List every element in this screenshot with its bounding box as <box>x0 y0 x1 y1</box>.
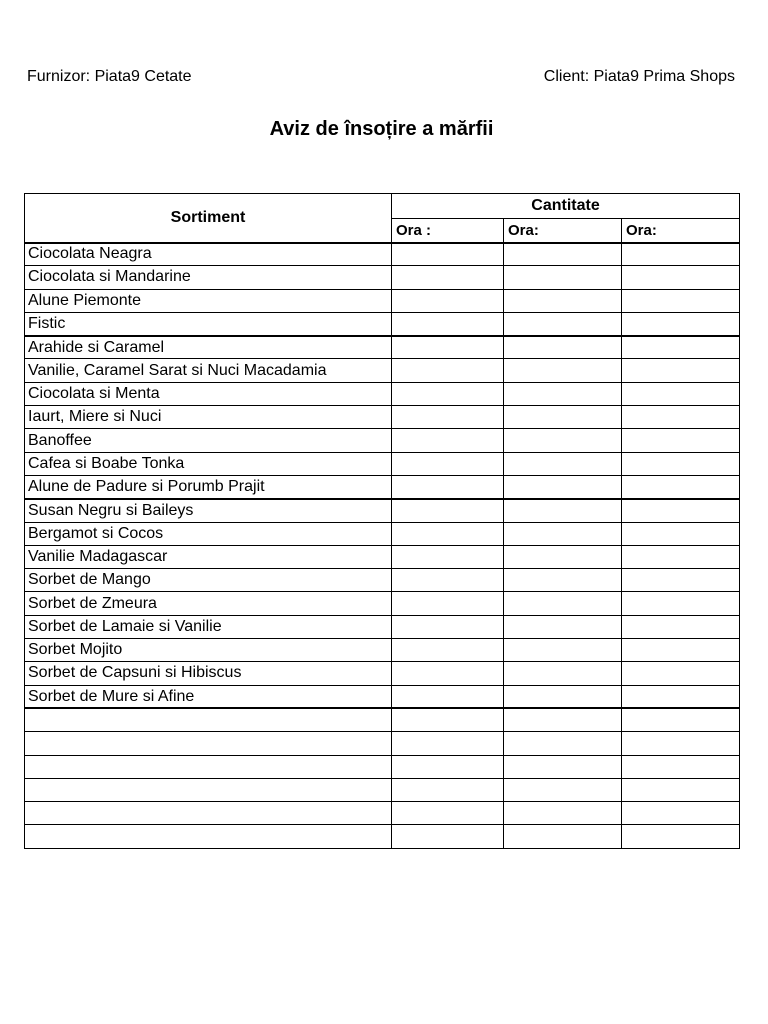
quantity-cell-1[interactable] <box>392 266 504 289</box>
quantity-cell-2[interactable] <box>504 452 622 475</box>
quantity-cell-1[interactable] <box>392 406 504 429</box>
column-header-time-2: Ora: <box>504 218 622 243</box>
quantity-cell-3[interactable] <box>622 243 740 266</box>
product-name-cell: Iaurt, Miere si Nuci <box>25 406 392 429</box>
quantity-cell-2[interactable] <box>504 755 622 778</box>
quantity-cell-1[interactable] <box>392 522 504 545</box>
quantity-cell-1[interactable] <box>392 662 504 685</box>
quantity-cell-1[interactable] <box>392 708 504 731</box>
product-name-cell: Vanilie, Caramel Sarat si Nuci Macadamia <box>25 359 392 382</box>
product-name-cell <box>25 802 392 825</box>
quantity-cell-2[interactable] <box>504 406 622 429</box>
quantity-cell-2[interactable] <box>504 732 622 755</box>
quantity-cell-2[interactable] <box>504 545 622 568</box>
quantity-cell-2[interactable] <box>504 382 622 405</box>
quantity-cell-2[interactable] <box>504 359 622 382</box>
quantity-cell-3[interactable] <box>622 685 740 708</box>
quantity-cell-3[interactable] <box>622 359 740 382</box>
product-name-cell <box>25 732 392 755</box>
product-name-cell: Banoffee <box>25 429 392 452</box>
table-row <box>25 708 740 731</box>
product-name-cell: Ciocolata si Menta <box>25 382 392 405</box>
quantity-cell-2[interactable] <box>504 336 622 359</box>
table-row <box>25 266 740 289</box>
quantity-cell-1[interactable] <box>392 639 504 662</box>
table-row <box>25 336 740 359</box>
quantity-cell-3[interactable] <box>622 755 740 778</box>
column-header-product: Sortiment <box>25 194 392 243</box>
product-name-cell <box>25 755 392 778</box>
quantity-cell-2[interactable] <box>504 429 622 452</box>
product-name-cell: Ciocolata si Mandarine <box>25 266 392 289</box>
quantity-cell-1[interactable] <box>392 475 504 498</box>
quantity-cell-3[interactable] <box>622 708 740 731</box>
table-row <box>25 685 740 708</box>
table-body <box>25 243 740 849</box>
quantity-cell-2[interactable] <box>504 312 622 335</box>
product-name-cell: Sorbet de Zmeura <box>25 592 392 615</box>
quantity-cell-3[interactable] <box>622 499 740 522</box>
product-name-cell: Fistic <box>25 312 392 335</box>
product-name-cell: Alune Piemonte <box>25 289 392 312</box>
table-row <box>25 429 740 452</box>
table-row <box>25 475 740 498</box>
product-name-cell <box>25 778 392 801</box>
quantity-cell-1[interactable] <box>392 289 504 312</box>
product-name-cell: Sorbet de Lamaie si Vanilie <box>25 615 392 638</box>
product-name-cell: Sorbet de Mure si Afine <box>25 685 392 708</box>
quantity-cell-3[interactable] <box>622 615 740 638</box>
quantity-cell-3[interactable] <box>622 802 740 825</box>
table-row <box>25 522 740 545</box>
quantity-cell-3[interactable] <box>622 382 740 405</box>
quantity-cell-2[interactable] <box>504 569 622 592</box>
quantity-cell-3[interactable] <box>622 312 740 335</box>
table-row <box>25 802 740 825</box>
table-row <box>25 289 740 312</box>
column-header-time-3: Ora: <box>622 218 740 243</box>
table-row <box>25 755 740 778</box>
table-row <box>25 545 740 568</box>
table-row <box>25 312 740 335</box>
quantity-cell-2[interactable] <box>504 662 622 685</box>
table-row <box>25 639 740 662</box>
quantity-cell-1[interactable] <box>392 499 504 522</box>
quantity-cell-3[interactable] <box>622 732 740 755</box>
table-row <box>25 662 740 685</box>
quantity-cell-3[interactable] <box>622 639 740 662</box>
quantity-cell-1[interactable] <box>392 243 504 266</box>
column-header-time-1: Ora : <box>392 218 504 243</box>
table-row <box>25 569 740 592</box>
quantity-cell-3[interactable] <box>622 336 740 359</box>
quantity-cell-2[interactable] <box>504 592 622 615</box>
table-row <box>25 778 740 801</box>
supplier-label: Furnizor: Piata9 Cetate <box>27 68 192 85</box>
quantity-cell-2[interactable] <box>504 499 622 522</box>
client-label: Client: Piata9 Prima Shops <box>543 68 735 85</box>
product-name-cell <box>25 708 392 731</box>
table-row <box>25 615 740 638</box>
document-title: Aviz de însoțire a mărfii <box>269 118 494 140</box>
quantity-cell-1[interactable] <box>392 755 504 778</box>
quantity-cell-3[interactable] <box>622 289 740 312</box>
quantity-cell-1[interactable] <box>392 452 504 475</box>
quantity-cell-1[interactable] <box>392 592 504 615</box>
product-name-cell: Cafea si Boabe Tonka <box>25 452 392 475</box>
quantity-cell-1[interactable] <box>392 569 504 592</box>
quantity-cell-3[interactable] <box>622 662 740 685</box>
goods-table <box>24 193 740 849</box>
product-name-cell: Bergamot si Cocos <box>25 522 392 545</box>
quantity-cell-2[interactable] <box>504 243 622 266</box>
table-row <box>25 452 740 475</box>
quantity-cell-2[interactable] <box>504 615 622 638</box>
product-name-cell: Alune de Padure si Porumb Prajit <box>25 475 392 498</box>
quantity-cell-1[interactable] <box>392 429 504 452</box>
quantity-cell-2[interactable] <box>504 266 622 289</box>
product-name-cell <box>25 825 392 848</box>
quantity-cell-1[interactable] <box>392 685 504 708</box>
product-name-cell: Sorbet de Capsuni si Hibiscus <box>25 662 392 685</box>
table-row <box>25 499 740 522</box>
quantity-cell-1[interactable] <box>392 545 504 568</box>
quantity-cell-2[interactable] <box>504 289 622 312</box>
quantity-cell-2[interactable] <box>504 708 622 731</box>
product-name-cell: Susan Negru si Baileys <box>25 499 392 522</box>
quantity-cell-1[interactable] <box>392 336 504 359</box>
quantity-cell-3[interactable] <box>622 266 740 289</box>
quantity-cell-3[interactable] <box>622 592 740 615</box>
quantity-cell-3[interactable] <box>622 429 740 452</box>
quantity-cell-2[interactable] <box>504 825 622 848</box>
table-row <box>25 825 740 848</box>
column-header-quantity: Cantitate <box>392 194 740 219</box>
quantity-cell-2[interactable] <box>504 522 622 545</box>
product-name-cell: Sorbet de Mango <box>25 569 392 592</box>
quantity-cell-3[interactable] <box>622 406 740 429</box>
quantity-cell-1[interactable] <box>392 778 504 801</box>
quantity-cell-3[interactable] <box>622 778 740 801</box>
quantity-cell-1[interactable] <box>392 615 504 638</box>
quantity-cell-3[interactable] <box>622 545 740 568</box>
quantity-cell-2[interactable] <box>504 685 622 708</box>
quantity-cell-1[interactable] <box>392 382 504 405</box>
quantity-cell-3[interactable] <box>622 522 740 545</box>
quantity-cell-2[interactable] <box>504 475 622 498</box>
quantity-cell-1[interactable] <box>392 802 504 825</box>
product-name-cell: Sorbet Mojito <box>25 639 392 662</box>
product-name-cell: Ciocolata Neagra <box>25 243 392 266</box>
quantity-cell-2[interactable] <box>504 778 622 801</box>
product-name-cell: Arahide si Caramel <box>25 336 392 359</box>
quantity-cell-3[interactable] <box>622 569 740 592</box>
table-row <box>25 592 740 615</box>
table-row <box>25 359 740 382</box>
quantity-cell-3[interactable] <box>622 825 740 848</box>
quantity-cell-1[interactable] <box>392 825 504 848</box>
table-row <box>25 406 740 429</box>
table-row <box>25 243 740 266</box>
quantity-cell-1[interactable] <box>392 732 504 755</box>
quantity-cell-2[interactable] <box>504 639 622 662</box>
quantity-cell-3[interactable] <box>622 452 740 475</box>
table-header-row <box>25 194 740 219</box>
quantity-cell-3[interactable] <box>622 475 740 498</box>
quantity-cell-2[interactable] <box>504 802 622 825</box>
table-row <box>25 382 740 405</box>
quantity-cell-1[interactable] <box>392 312 504 335</box>
quantity-cell-1[interactable] <box>392 359 504 382</box>
table-row <box>25 732 740 755</box>
product-name-cell: Vanilie Madagascar <box>25 545 392 568</box>
